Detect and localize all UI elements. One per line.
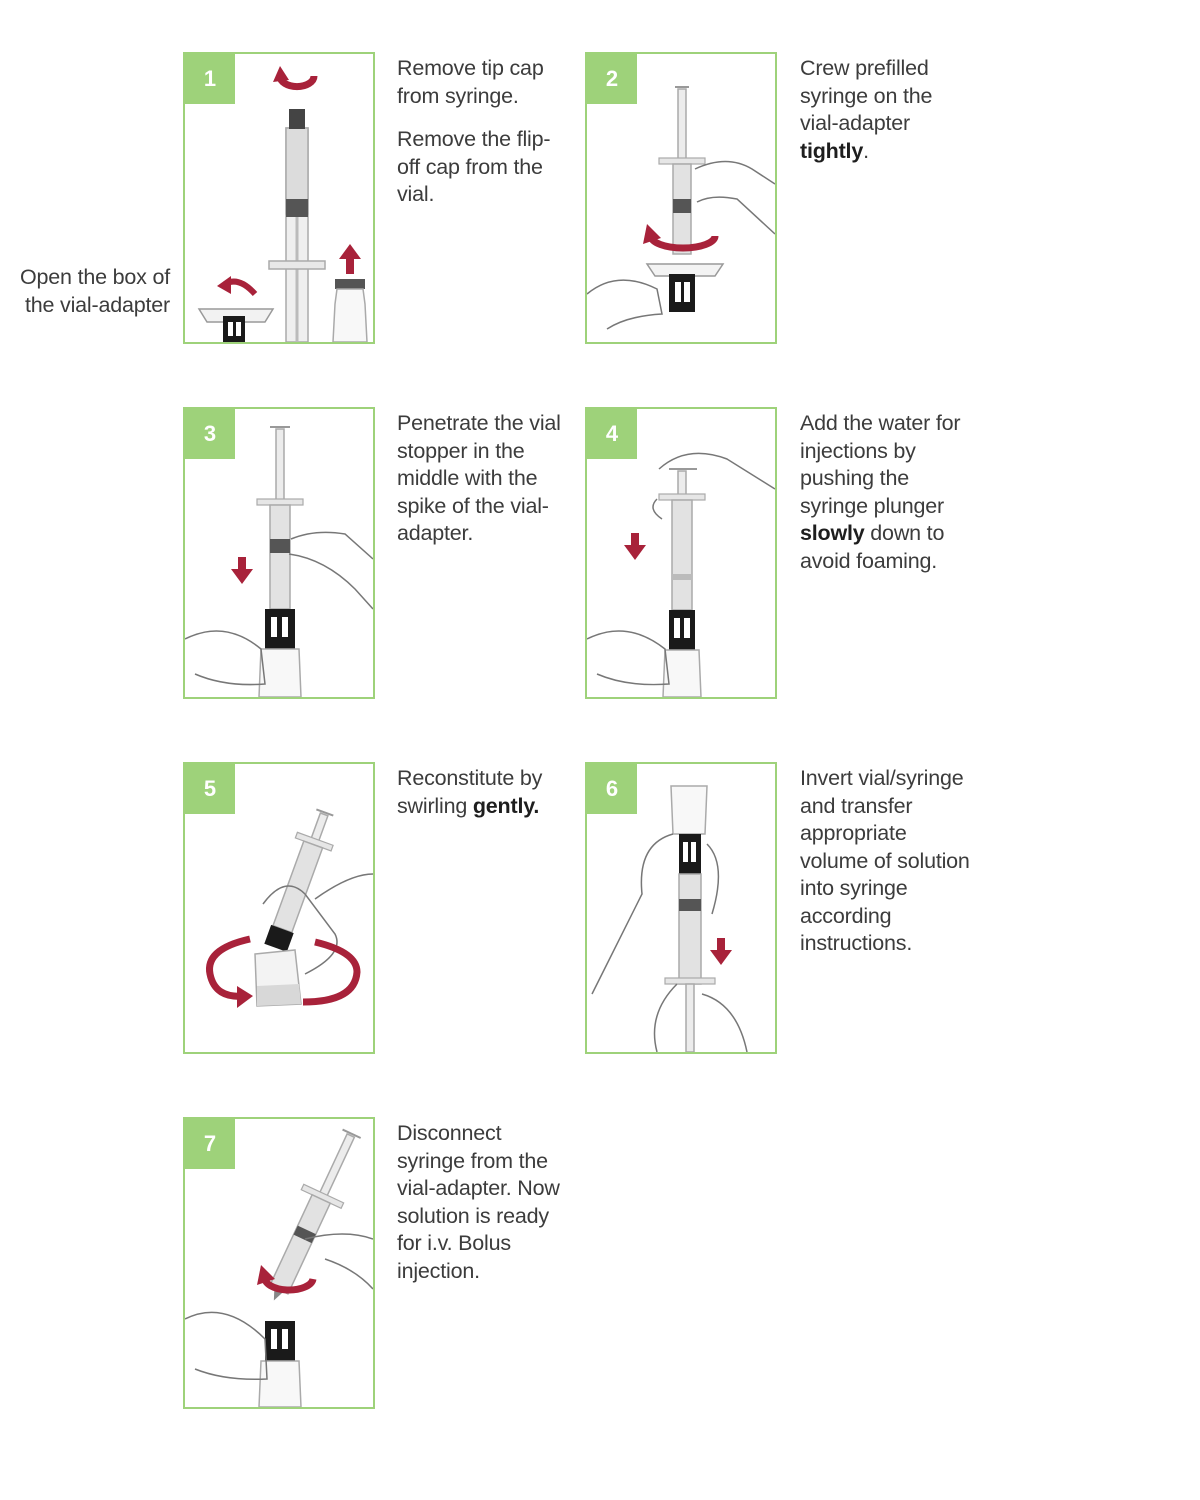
step-1-panel <box>183 52 375 344</box>
step-2-paragraph <box>800 55 970 165</box>
step-6-text <box>800 765 970 974</box>
step-2-text <box>800 55 970 181</box>
step-6-paragraph: Invert vial/syringe and transfer appropriate volume of solution into syringe according instructions. <box>800 766 970 955</box>
step-3-number: 3 <box>185 409 235 459</box>
step-2-text-bold: tightly <box>800 138 864 163</box>
step-7-number: 7 <box>185 1119 235 1169</box>
step-4-text <box>800 410 970 591</box>
step-4-panel <box>585 407 777 699</box>
step-6-number: 6 <box>587 764 637 814</box>
step-2-panel <box>585 52 777 344</box>
step-3-paragraph: Penetrate the vial stopper in the middle with the spike of the vial-adapter. <box>397 411 561 545</box>
step-5-text-bold: gently. <box>472 793 540 818</box>
step-4-paragraph <box>800 410 970 575</box>
step-7-paragraph: Disconnect syringe from the vial-adapter. Now solution is ready for i.v. Bolus injection. <box>397 1121 560 1283</box>
step-5-number: 5 <box>185 764 235 814</box>
step-5-panel <box>183 762 375 1054</box>
step-4-text-end: down to avoid foaming. <box>800 521 945 573</box>
step-1-text <box>397 55 567 225</box>
step-4-text-bold: slowly <box>800 521 865 545</box>
step-2-text-start: Crew prefilled syringe on the vial-adapter <box>800 56 933 135</box>
step-1-paragraph-2: Remove the flip-off cap from the vial. <box>397 127 551 206</box>
step-2-text-end: . <box>863 138 869 163</box>
step-4-number: 4 <box>587 409 637 459</box>
side-note: Open the box of the vial-adapter <box>20 265 170 317</box>
step-5-text-start: Reconstitute by swirling <box>397 766 543 818</box>
step-3-text <box>397 410 567 564</box>
step-7-panel <box>183 1117 375 1409</box>
swirl-arrow-icon <box>210 939 251 996</box>
step-1-paragraph-1: Remove tip cap from syringe. <box>397 56 544 108</box>
step-5-paragraph <box>397 765 567 820</box>
step-6-panel <box>585 762 777 1054</box>
step-7-text <box>397 1120 567 1301</box>
step-5-text <box>397 765 567 836</box>
step-4-text-start: Add the water for injections by pushing the syringe plunger <box>800 411 961 518</box>
step-1-number: 1 <box>185 54 235 104</box>
step-3-panel <box>183 407 375 699</box>
step-2-number: 2 <box>587 54 637 104</box>
